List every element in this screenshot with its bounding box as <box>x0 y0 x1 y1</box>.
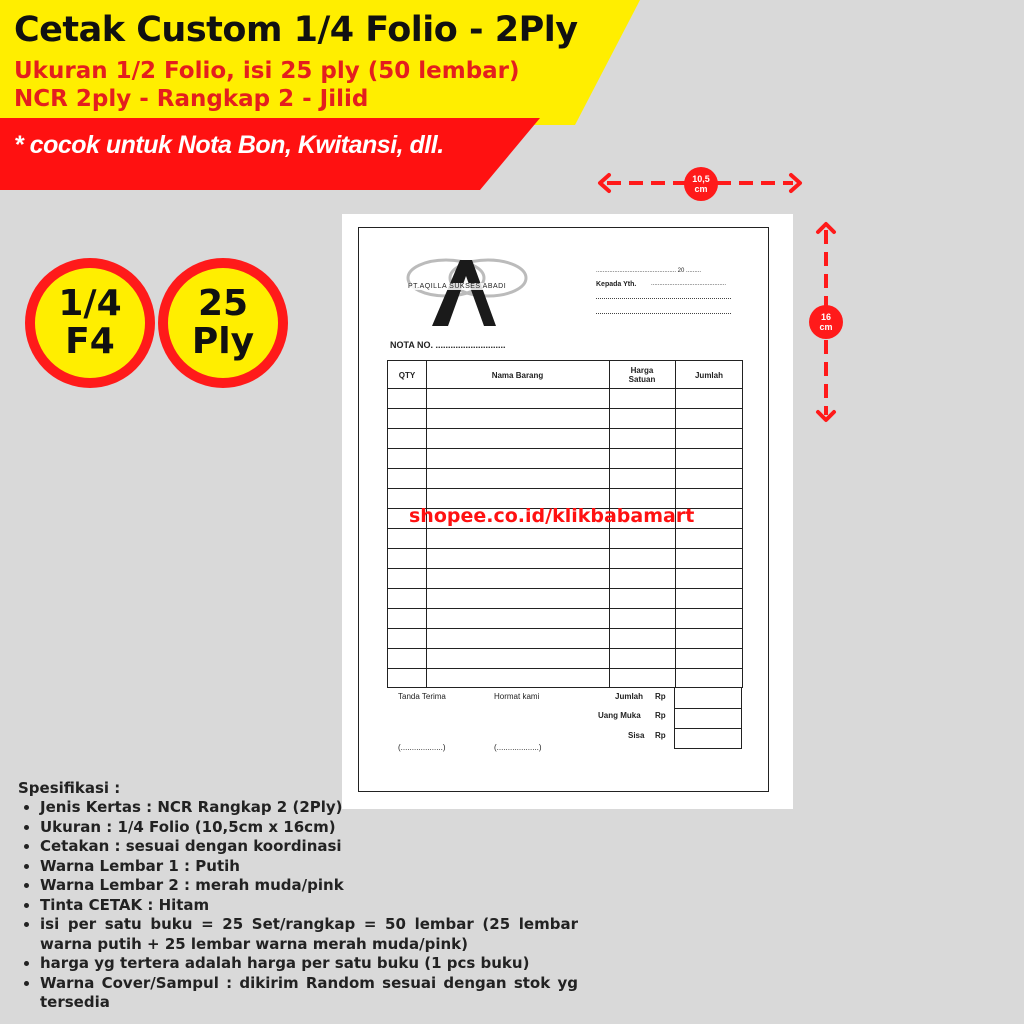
signature-receiver-label: Tanda Terima <box>398 692 446 701</box>
spec-title: Spesifikasi : <box>18 779 121 797</box>
column-header-item: Nama Barang <box>491 371 544 380</box>
table-row <box>388 488 742 489</box>
remaining-label: Sisa <box>628 731 645 740</box>
column-header-total: Jumlah <box>694 371 723 380</box>
company-logo-icon <box>404 252 529 332</box>
column-header-price-line1: Harga <box>630 366 654 375</box>
ply-badge-line2: Ply <box>191 321 255 362</box>
spec-item: • Jenis Kertas : NCR Rangkap 2 (2Ply) <box>40 798 578 818</box>
spec-item: • Tinta CETAK : Hitam <box>40 896 578 916</box>
width-unit: cm <box>694 184 708 194</box>
product-subtitle-ncr: NCR 2ply - Rangkap 2 - Jilid <box>14 86 369 112</box>
spec-item: • Warna Lembar 2 : merah muda/pink <box>40 876 578 896</box>
remaining-currency: Rp <box>655 731 666 740</box>
down-payment-label: Uang Muka <box>598 711 641 720</box>
spec-item: • Warna Lembar 1 : Putih <box>40 857 578 877</box>
column-header-qty: QTY <box>398 371 416 380</box>
total-label: Jumlah <box>615 692 644 701</box>
remaining-amount-box <box>674 728 742 749</box>
width-dimension-label <box>684 167 718 201</box>
date-line: ................................................ 20 ......... <box>596 268 702 274</box>
ply-badge-line1: 25 <box>197 283 249 324</box>
nota-number-field <box>390 340 506 350</box>
nota-label: NOTA NO. <box>390 340 433 350</box>
size-badge-line1: 1/4 <box>58 283 122 324</box>
spec-item: • Cetakan : sesuai dengan koordinasi <box>40 837 578 857</box>
nota-dots: ............................ <box>435 340 506 350</box>
height-unit: cm <box>819 322 833 332</box>
height-dimension-label <box>809 305 843 339</box>
product-subtitle-size: Ukuran 1/2 Folio, isi 25 ply (50 lembar) <box>14 58 520 84</box>
product-title: Cetak Custom 1/4 Folio - 2Ply <box>14 10 578 50</box>
table-row <box>388 568 742 569</box>
company-name: PT.AQILLA SUKSES ABADI <box>408 283 507 290</box>
table-row <box>388 528 742 529</box>
total-currency: Rp <box>655 692 666 701</box>
size-badge <box>25 258 155 388</box>
usage-note: * cocok untuk Nota Bon, Kwitansi, dll. <box>14 131 444 159</box>
table-row <box>388 448 742 449</box>
table-row <box>388 648 742 649</box>
down-payment-amount-box <box>674 708 742 729</box>
table-row <box>388 668 742 669</box>
size-badge-line2: F4 <box>65 321 115 362</box>
table-row <box>388 388 742 389</box>
spec-item: • isi per satu buku = 25 Set/rangkap = 50 lembar (25 lembar warna putih + 25 lembar warna merah muda/pink) <box>40 915 578 954</box>
ply-badge <box>158 258 288 388</box>
spec-item: • Ukuran : 1/4 Folio (10,5cm x 16cm) <box>40 818 578 838</box>
down-payment-currency: Rp <box>655 711 666 720</box>
column-header-price-line2: Satuan <box>628 375 656 384</box>
recipient-line-2 <box>596 298 731 299</box>
signature-sender-blank: (...................) <box>494 743 542 752</box>
table-row <box>388 428 742 429</box>
height-value: 16 <box>820 312 831 322</box>
total-amount-box <box>674 688 742 709</box>
recipient-label: Kepada Yth. <box>596 281 637 288</box>
column-header-price <box>609 366 675 384</box>
recipient-line-3 <box>596 313 731 314</box>
spec-item: • harga yg tertera adalah harga per satu buku (1 pcs buku) <box>40 954 578 974</box>
table-row <box>388 548 742 549</box>
table-row <box>388 408 742 409</box>
recipient-dots: ............................................. <box>651 281 727 287</box>
spec-list <box>18 798 578 1013</box>
table-row <box>388 608 742 609</box>
shop-watermark: shopee.co.id/klikbabamart <box>409 505 695 527</box>
width-value: 10,5 <box>692 174 710 184</box>
signature-receiver-blank: (...................) <box>398 743 446 752</box>
spec-item: • Warna Cover/Sampul : dikirim Random sesuai dengan stok yg tersedia <box>40 974 578 1013</box>
table-row <box>388 468 742 469</box>
table-row <box>388 628 742 629</box>
signature-sender-label: Hormat kami <box>494 692 540 701</box>
table-row <box>388 588 742 589</box>
